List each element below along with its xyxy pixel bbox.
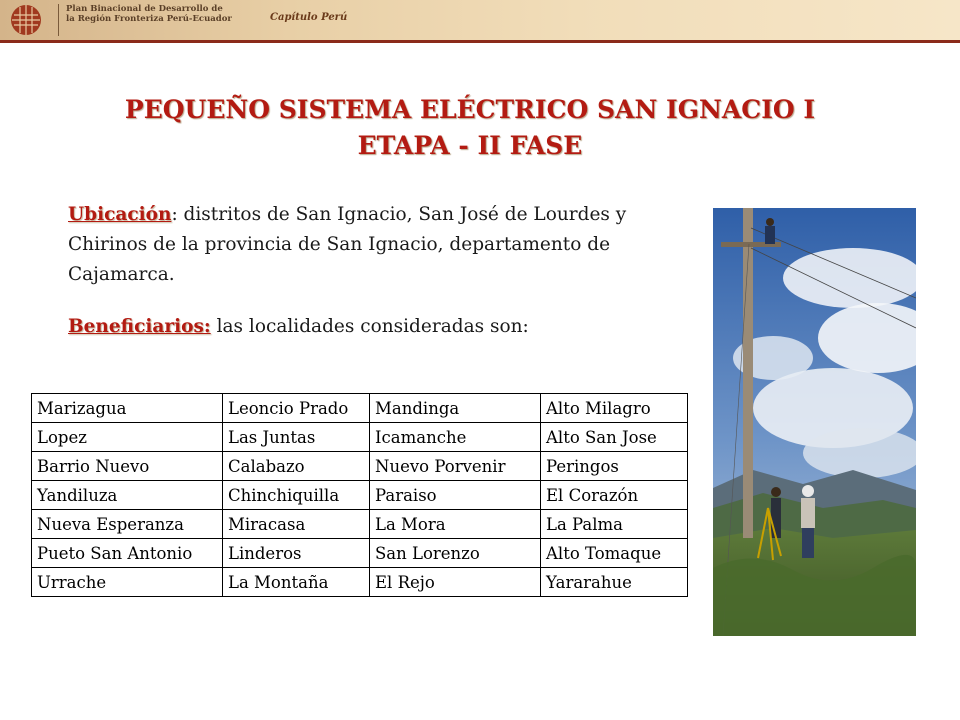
organization-line-1: Plan Binacional de Desarrollo de [66,4,223,14]
table-cell: Calabazo [223,452,370,481]
table-row [32,423,688,452]
location-paragraph [68,200,628,290]
organization-line-2: la Región Fronteriza Perú-Ecuador [66,14,232,24]
table-cell: Linderos [223,539,370,568]
table-row [32,481,688,510]
table-cell: Alto Milagro [541,394,688,423]
table-cell: Chinchiquilla [223,481,370,510]
table-cell: Icamanche [370,423,541,452]
table-cell: Peringos [541,452,688,481]
table-row [32,539,688,568]
location-label: Ubicación [68,204,172,225]
header-banner [0,0,960,40]
photo-illustration [713,208,916,636]
table-cell: Lopez [32,423,223,452]
location-text: : distritos de San Ignacio, San José de Lourdes y Chirinos de la provincia de San Ignacio, departamento de Cajamarca. [68,204,627,285]
table-row [32,510,688,539]
table-cell: El Rejo [370,568,541,597]
beneficiaries-label: Beneficiarios: [68,316,211,337]
table-cell: Urrache [32,568,223,597]
table-cell: Pueto San Antonio [32,539,223,568]
beneficiaries-paragraph [68,312,628,342]
organization-name [66,4,232,24]
table-cell: Miracasa [223,510,370,539]
table-cell: Paraiso [370,481,541,510]
table-cell: Leoncio Prado [223,394,370,423]
localities-table [31,393,688,597]
table-cell: La Mora [370,510,541,539]
slide-title [70,92,870,164]
table-cell: La Montaña [223,568,370,597]
table-cell: Alto San Jose [541,423,688,452]
title-line-1: PEQUEÑO SISTEMA ELÉCTRICO SAN IGNACIO I [124,95,816,124]
table-row [32,452,688,481]
table-cell: Mandinga [370,394,541,423]
table-cell: Yandiluza [32,481,223,510]
table-cell: Nuevo Porvenir [370,452,541,481]
table-cell: San Lorenzo [370,539,541,568]
title-line-2: ETAPA - II FASE [357,131,583,160]
binational-plan-logo-icon [6,3,46,37]
table-cell: Barrio Nuevo [32,452,223,481]
table-row [32,394,688,423]
table-row [32,568,688,597]
table-cell: Yararahue [541,568,688,597]
header-rule [0,40,960,43]
electric-pole-photo [713,208,916,636]
table-cell: Nueva Esperanza [32,510,223,539]
header-divider [58,4,59,36]
table-cell: Alto Tomaque [541,539,688,568]
table-cell: Las Juntas [223,423,370,452]
chapter-label: Capítulo Perú [270,12,348,23]
table-cell: Marizagua [32,394,223,423]
table-cell: La Palma [541,510,688,539]
beneficiaries-text: las localidades consideradas son: [210,316,529,337]
table-cell: El Corazón [541,481,688,510]
